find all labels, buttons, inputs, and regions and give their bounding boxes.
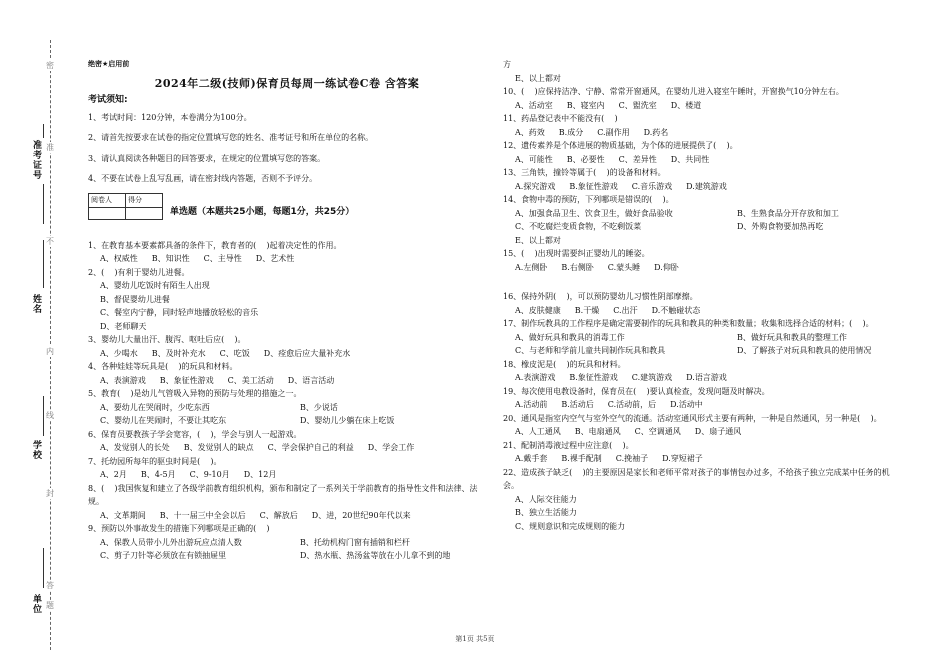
seal-line: [50, 40, 51, 650]
option[interactable]: C.音乐游戏: [631, 181, 673, 191]
option[interactable]: A、要幼儿在哭闹时，少吃东西: [100, 402, 210, 412]
option[interactable]: A、文革期间: [100, 510, 146, 520]
question-text: 17、制作玩教具的工作程序是确定需要制作的玩具和教具的种类和数量；收集和选择合适的材料；( )。: [503, 319, 874, 328]
question-item: [503, 193, 903, 247]
option-row: [503, 452, 903, 466]
seal-char: 封: [46, 489, 54, 498]
question-text: 7、托幼园所每年的驱虫时间是( )。: [88, 456, 222, 466]
question-text: 10、( )应保持洁净、宁静、常常开窗通风，在婴幼儿进入寝室午睡时，开窗换气10分钟左右。: [503, 87, 844, 96]
question-text: 13、三角铁，撞铃等属于( )的设备和材料。: [503, 168, 666, 177]
option[interactable]: B.成分: [558, 127, 584, 137]
option[interactable]: D、12月: [243, 470, 277, 479]
option[interactable]: A.戴手套: [515, 454, 548, 463]
option[interactable]: B、督促婴幼儿进餐: [100, 294, 170, 304]
notice-item: 4、不要在试卷上乱写乱画，请在密封线内答题，否则不予评分。: [88, 174, 318, 183]
reviewer-input-cell[interactable]: [89, 208, 126, 220]
seal-char: 密: [46, 61, 54, 70]
question-text: 5、教育( )是幼儿气管吸入异物的预防与处理的措施之一。: [88, 389, 302, 398]
question-text: 20、通风是指室内空气与室外空气的流通。活动室通风形式主要有两种，一种是自然通风，另一种是( )。: [503, 413, 882, 423]
question-item: [503, 385, 903, 412]
option-row: [88, 468, 486, 482]
option-row: [503, 344, 903, 358]
option[interactable]: D、了解孩子对玩具和教具的使用情况: [737, 346, 872, 355]
exam-number-blank: [43, 124, 44, 138]
option[interactable]: C、差异性: [618, 154, 657, 164]
option[interactable]: A、加强食品卫生、饮食卫生，做好食品验收: [515, 208, 673, 218]
option[interactable]: B、做好玩具和教具的整理工作: [737, 332, 847, 342]
option[interactable]: D、扇子通风: [694, 427, 742, 436]
question-item: [503, 247, 903, 274]
question-text: 1、在教育基本要素都具备的条件下，教育者的( )起着决定性的作用。: [88, 240, 342, 250]
option[interactable]: B、知识性: [151, 254, 190, 263]
option[interactable]: C、学会保护自己的利益: [267, 443, 354, 452]
option[interactable]: A、2月: [100, 470, 127, 479]
option[interactable]: A、发觉别人的长处: [100, 443, 170, 452]
option[interactable]: B.右侧卧: [561, 262, 594, 272]
question-item: [503, 112, 903, 139]
page-number: 第1页 共5页: [455, 635, 495, 643]
option[interactable]: C、美工活动: [227, 375, 274, 385]
section-heading: 单选题（本题共25小题，每题1分，共25分）: [170, 206, 355, 217]
option-row: [503, 261, 903, 275]
option[interactable]: A、保教人员带小儿外出游玩应点清人数: [100, 537, 242, 547]
option[interactable]: A.活动前: [515, 400, 548, 409]
exam-number-blank-2: [43, 184, 44, 224]
option[interactable]: B、电扇通风: [574, 427, 621, 436]
option[interactable]: D.穿短裙子: [662, 454, 703, 463]
option[interactable]: D.不触碰状态: [651, 305, 701, 315]
option[interactable]: C.挽袖子: [615, 454, 649, 463]
question-text: 21、配制消毒液过程中应注意( )。: [503, 440, 634, 450]
option[interactable]: D、语言活动: [287, 375, 335, 385]
option-row: [88, 549, 486, 563]
score-cell: 得分: [126, 193, 163, 208]
option[interactable]: D、婴幼儿少躺在床上吃饭: [300, 416, 395, 425]
option[interactable]: C、主导性: [203, 254, 242, 263]
question-item: [88, 333, 486, 360]
option-row: [503, 207, 903, 221]
option[interactable]: C、与老师和学前儿童共同制作玩具和教具: [515, 346, 666, 355]
option[interactable]: B.活动后: [561, 400, 594, 409]
notice-item: 1、考试时间：120分钟，本卷满分为100分。: [88, 112, 252, 122]
option[interactable]: B.裸手配制: [561, 454, 602, 463]
question-item: [88, 266, 486, 334]
option[interactable]: A、药效: [515, 127, 545, 137]
option[interactable]: D.建筑游戏: [686, 181, 727, 191]
continuation-option: E、以上都对: [515, 73, 561, 83]
option[interactable]: C、9-10月: [189, 470, 230, 479]
option[interactable]: B、象征性游戏: [159, 375, 214, 385]
question-text: 11、药品登记表中不能没有( ): [503, 114, 618, 123]
option-row: [88, 414, 486, 428]
option-row: [503, 234, 903, 248]
option[interactable]: E、以上都对: [515, 235, 561, 245]
question-item: [503, 412, 903, 439]
option[interactable]: A、皮肤健康: [515, 305, 561, 315]
option[interactable]: A.表演游戏: [515, 373, 556, 382]
option[interactable]: D.药名: [643, 127, 669, 137]
option[interactable]: A、人际交往能力: [515, 494, 577, 504]
option[interactable]: B、少说话: [300, 402, 338, 412]
option-row: [503, 425, 903, 439]
seal-char: 不: [46, 237, 54, 246]
question-item: [503, 358, 903, 385]
secret-mark: 绝密★启用前: [88, 60, 130, 68]
option[interactable]: D、痊愈后应大量补充水: [263, 348, 351, 358]
score-row: [88, 193, 486, 229]
school-blank: [43, 396, 44, 436]
option[interactable]: B、发觉别人的缺点: [183, 443, 254, 452]
reviewer-cell: 阅卷人: [89, 193, 126, 208]
option-row: [503, 99, 903, 113]
option[interactable]: D、老师聊天: [100, 321, 147, 331]
option[interactable]: D、艺术性: [255, 254, 295, 263]
option[interactable]: D、进，20世纪90年代以来: [311, 510, 411, 520]
option[interactable]: C.副作用: [597, 127, 630, 137]
notice-item: 2、请首先按要求在试卷的指定位置填写您的姓名、准考证号和所在单位的名称。: [88, 133, 374, 142]
option-row: [88, 509, 486, 523]
option[interactable]: D.活动中: [670, 400, 703, 409]
option[interactable]: C、盥洗室: [618, 100, 657, 110]
question-text: 9、预防以外事故发生的措施下列哪项是正确的( ): [88, 524, 270, 533]
option[interactable]: B、必要性: [566, 154, 605, 164]
option[interactable]: A、婴幼儿吃饭时有陌生人出现: [100, 281, 210, 290]
seal-char: 内: [46, 347, 54, 356]
seal-char: 线: [46, 411, 54, 420]
question-item: [503, 85, 903, 112]
option[interactable]: B、4-5月: [140, 470, 176, 479]
question-item: [503, 439, 903, 466]
option[interactable]: C.建筑游戏: [631, 373, 673, 382]
option[interactable]: C、吃饭: [219, 348, 250, 358]
option[interactable]: C、不吃腐烂变质食物，不吃剩饭菜: [515, 222, 642, 231]
question-text: 19、每次使用电教设备时，保育员在( )要认真检查，发现问题及时解决。: [503, 386, 770, 396]
option-row: [503, 220, 903, 234]
option[interactable]: A、权威性: [100, 254, 138, 263]
option-row: [503, 126, 903, 140]
question-item: [88, 522, 486, 563]
score-table: [88, 193, 163, 221]
option[interactable]: C.活动前，后: [607, 400, 657, 409]
option[interactable]: D.仰卧: [654, 262, 679, 272]
option[interactable]: B、十一届三中全会以后: [159, 510, 246, 520]
option[interactable]: D、楼道: [670, 100, 702, 110]
score-input-cell[interactable]: [126, 208, 163, 220]
question-item: [503, 290, 903, 317]
option[interactable]: C.出汗: [613, 305, 638, 315]
option[interactable]: C、餐室内宁静，同时轻声地播放轻松的音乐: [100, 308, 259, 317]
question-text: 12、遗传素养是个体进展的物质基础，为个体的进展提供了( )。: [503, 141, 738, 150]
question-item: [88, 239, 486, 266]
option[interactable]: B、独立生活能力: [515, 508, 577, 517]
option[interactable]: A、表演游戏: [100, 375, 146, 385]
option-row: [88, 374, 486, 388]
question-text: 4、各种娃娃等玩具是( )的玩具和材料。: [88, 362, 238, 371]
option[interactable]: B、寝室内: [566, 100, 605, 110]
unit-blank: [43, 548, 44, 588]
question-item: [88, 455, 486, 482]
left-column: [88, 58, 486, 563]
option[interactable]: A、少喝水: [100, 348, 138, 358]
option[interactable]: C、剪子刀针等必须放在有锁抽屉里: [100, 551, 227, 560]
option-row: [88, 401, 486, 415]
question-item: [88, 360, 486, 387]
question-text: 6、保育员要教孩子学会宽容，( )，学会与别人一起游戏。: [88, 429, 302, 439]
option[interactable]: A、活动室: [515, 100, 553, 110]
option-row: [503, 153, 903, 167]
question-item: [88, 482, 486, 523]
option[interactable]: B.象征性游戏: [569, 181, 618, 191]
option[interactable]: C、解放后: [259, 510, 298, 520]
option[interactable]: A.探究游戏: [515, 181, 556, 191]
option-row: [503, 180, 903, 194]
option[interactable]: D.语言游戏: [686, 373, 727, 382]
question-item: [503, 166, 903, 193]
option-row: [503, 331, 903, 345]
question-item: [503, 139, 903, 166]
option[interactable]: A、可能性: [515, 154, 553, 164]
option[interactable]: B、及时补充水: [151, 348, 206, 358]
option[interactable]: D、学会工作: [367, 443, 415, 452]
notice-heading: 考试须知:: [88, 95, 128, 105]
option[interactable]: B、托幼机构门窗有插销和栏杆: [300, 537, 410, 547]
option[interactable]: C.蒙头睡: [607, 262, 641, 272]
option[interactable]: A、做好玩具和教具的消毒工作: [515, 332, 625, 342]
option[interactable]: C、空调通风: [634, 427, 681, 436]
question-text: 18、橡皮泥是( )的玩具和材料。: [503, 359, 626, 369]
question-list-left: [88, 239, 486, 563]
name-blank: [43, 240, 44, 288]
option[interactable]: D、热水瓶、热汤盆等放在小儿拿不到的地: [300, 551, 451, 560]
notice-item: 3、请认真阅读各种题目的回答要求，在规定的位置填写您的答案。: [88, 153, 326, 163]
question-list-right: [503, 85, 903, 533]
question-text: 15、( )出现时需要纠正婴幼儿的睡姿。: [503, 249, 650, 258]
question-text: 22、造成孩子缺乏( )的主要原因是家长和老师平常对孩子的事情包办过多，不给孩子独立完成某中任务的机会。: [503, 467, 890, 490]
unit-label: 单位: [31, 594, 41, 614]
option-row: [503, 304, 903, 318]
option[interactable]: B、生熟食品分开存放和加工: [737, 208, 839, 218]
question-item: [503, 466, 903, 534]
option[interactable]: D、共同性: [670, 154, 710, 164]
option-row: [88, 441, 486, 455]
question-item: [88, 387, 486, 428]
school-label: 学校: [31, 440, 41, 460]
question-text: 16、保持外阴( )，可以预防婴幼儿习惯性阴部摩擦。: [503, 292, 698, 301]
option-row: [88, 252, 486, 266]
option[interactable]: D、外购食物要加热再吃: [737, 222, 824, 231]
option[interactable]: B.干燥: [574, 305, 600, 315]
question-item: [503, 317, 903, 358]
option-row: [503, 398, 903, 412]
option[interactable]: C、婴幼儿在哭闹时，不要让其吃东: [100, 416, 227, 425]
option-row: [88, 347, 486, 361]
option[interactable]: A、人工通风: [515, 427, 561, 436]
right-column: [503, 58, 903, 533]
option[interactable]: C、规则意识和完成规则的能力: [515, 521, 626, 531]
page-title: 2024年二级(技师)保育员每周一练试卷C卷 含答案: [154, 76, 420, 90]
seal-char: 题: [46, 601, 54, 610]
question-text: 14、食物中毒的预防，下列哪项是错误的( )。: [503, 195, 674, 204]
exam-number-label: 准考证号: [31, 140, 41, 180]
question-text: 3、婴幼儿大量出汗、腹泻、呕吐后应( )。: [88, 335, 246, 344]
option[interactable]: B.象征性游戏: [569, 373, 618, 382]
question-item: [88, 428, 486, 455]
option[interactable]: A.左侧卧: [515, 262, 548, 272]
continuation-text: 方: [503, 60, 511, 69]
name-label: 姓名: [31, 294, 41, 314]
question-text: 2、( )有利于婴幼儿进餐。: [88, 267, 190, 277]
question-text: 8、( )我国恢复和建立了各级学前教育组织机构，颁布和制定了一系列关于学前教育的指导性文件和法律、法规。: [88, 483, 478, 506]
seal-char: 准: [46, 143, 54, 152]
option-row: [88, 536, 486, 550]
option-row: [503, 371, 903, 385]
seal-char: 答: [46, 581, 54, 590]
